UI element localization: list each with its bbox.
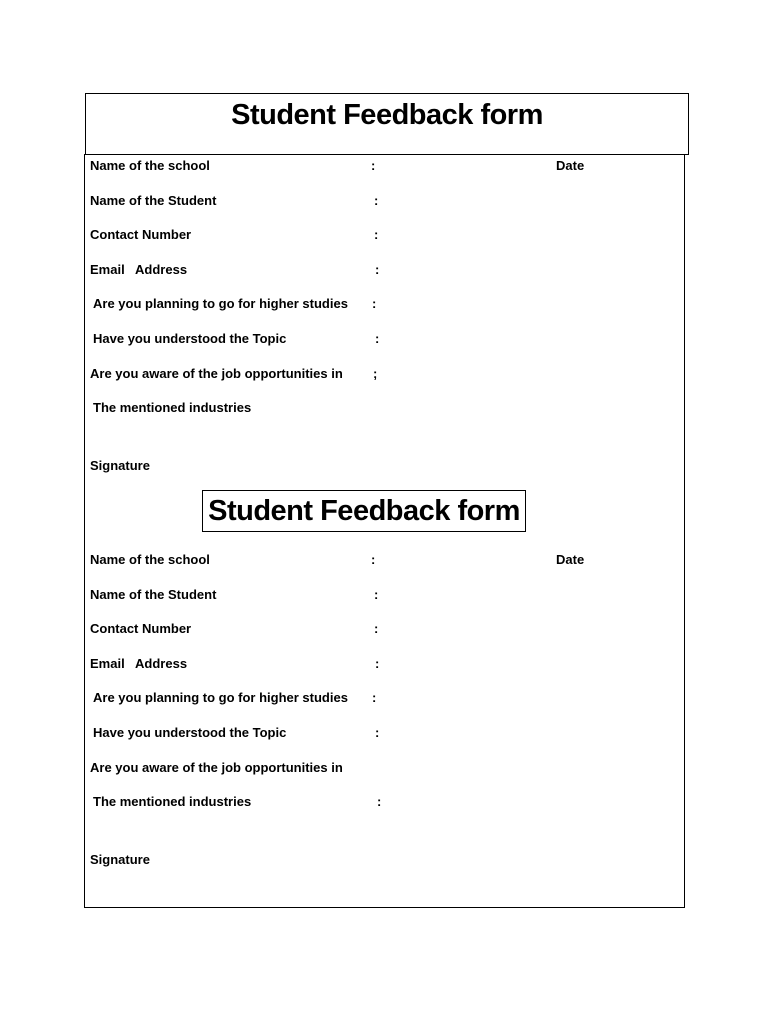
form-1-industries-label: The mentioned industries (93, 400, 252, 415)
form-1-date-label: Date (556, 158, 585, 173)
form-2-contact-label: Contact Number (90, 621, 192, 636)
form-1-student-label: Name of the Student (90, 193, 217, 208)
form-2-topic-label: Have you understood the Topic (93, 725, 287, 740)
form-2-school-separator: : (371, 552, 376, 567)
form-1-email-label: Email Address (90, 262, 188, 277)
form-2-email-separator: : (375, 656, 380, 671)
form-2-student-label: Name of the Student (90, 587, 217, 602)
form-1-job-separator: ; (373, 366, 378, 381)
form-2-job-label: Are you aware of the job opportunities in (90, 760, 343, 775)
form-1-topic-label: Have you understood the Topic (93, 331, 287, 346)
form-1-student-separator: : (374, 193, 379, 208)
form-1-school-separator: : (371, 158, 376, 173)
form-1-title: Student Feedback form (231, 98, 543, 131)
form-1-signature-label: Signature (90, 458, 150, 473)
form-1-contact-separator: : (374, 227, 379, 242)
form-2-industries-label: The mentioned industries (93, 794, 252, 809)
form-2-contact-separator: : (374, 621, 379, 636)
form-2-higher-studies-label: Are you planning to go for higher studies (93, 690, 348, 705)
form-1-higher-studies-separator: : (372, 296, 377, 311)
form-2-title: Student Feedback form (208, 494, 520, 527)
form-2-topic-separator: : (375, 725, 380, 740)
form-1-topic-separator: : (375, 331, 380, 346)
form-2-student-separator: : (374, 587, 379, 602)
form-2-industries-separator: : (377, 794, 382, 809)
form-2-signature-label: Signature (90, 852, 150, 867)
form-1-higher-studies-label: Are you planning to go for higher studies (93, 296, 348, 311)
form-2-date-label: Date (556, 552, 585, 567)
form-1-school-label: Name of the school (90, 158, 210, 173)
form-2-higher-studies-separator: : (372, 690, 377, 705)
form-1-job-label: Are you aware of the job opportunities in (90, 366, 343, 381)
form-1-title-box (85, 93, 689, 155)
form-2-email-label: Email Address (90, 656, 188, 671)
form-2-title-box (202, 490, 526, 532)
form-1-contact-label: Contact Number (90, 227, 192, 242)
form-2-school-label: Name of the school (90, 552, 210, 567)
form-1-email-separator: : (375, 262, 380, 277)
